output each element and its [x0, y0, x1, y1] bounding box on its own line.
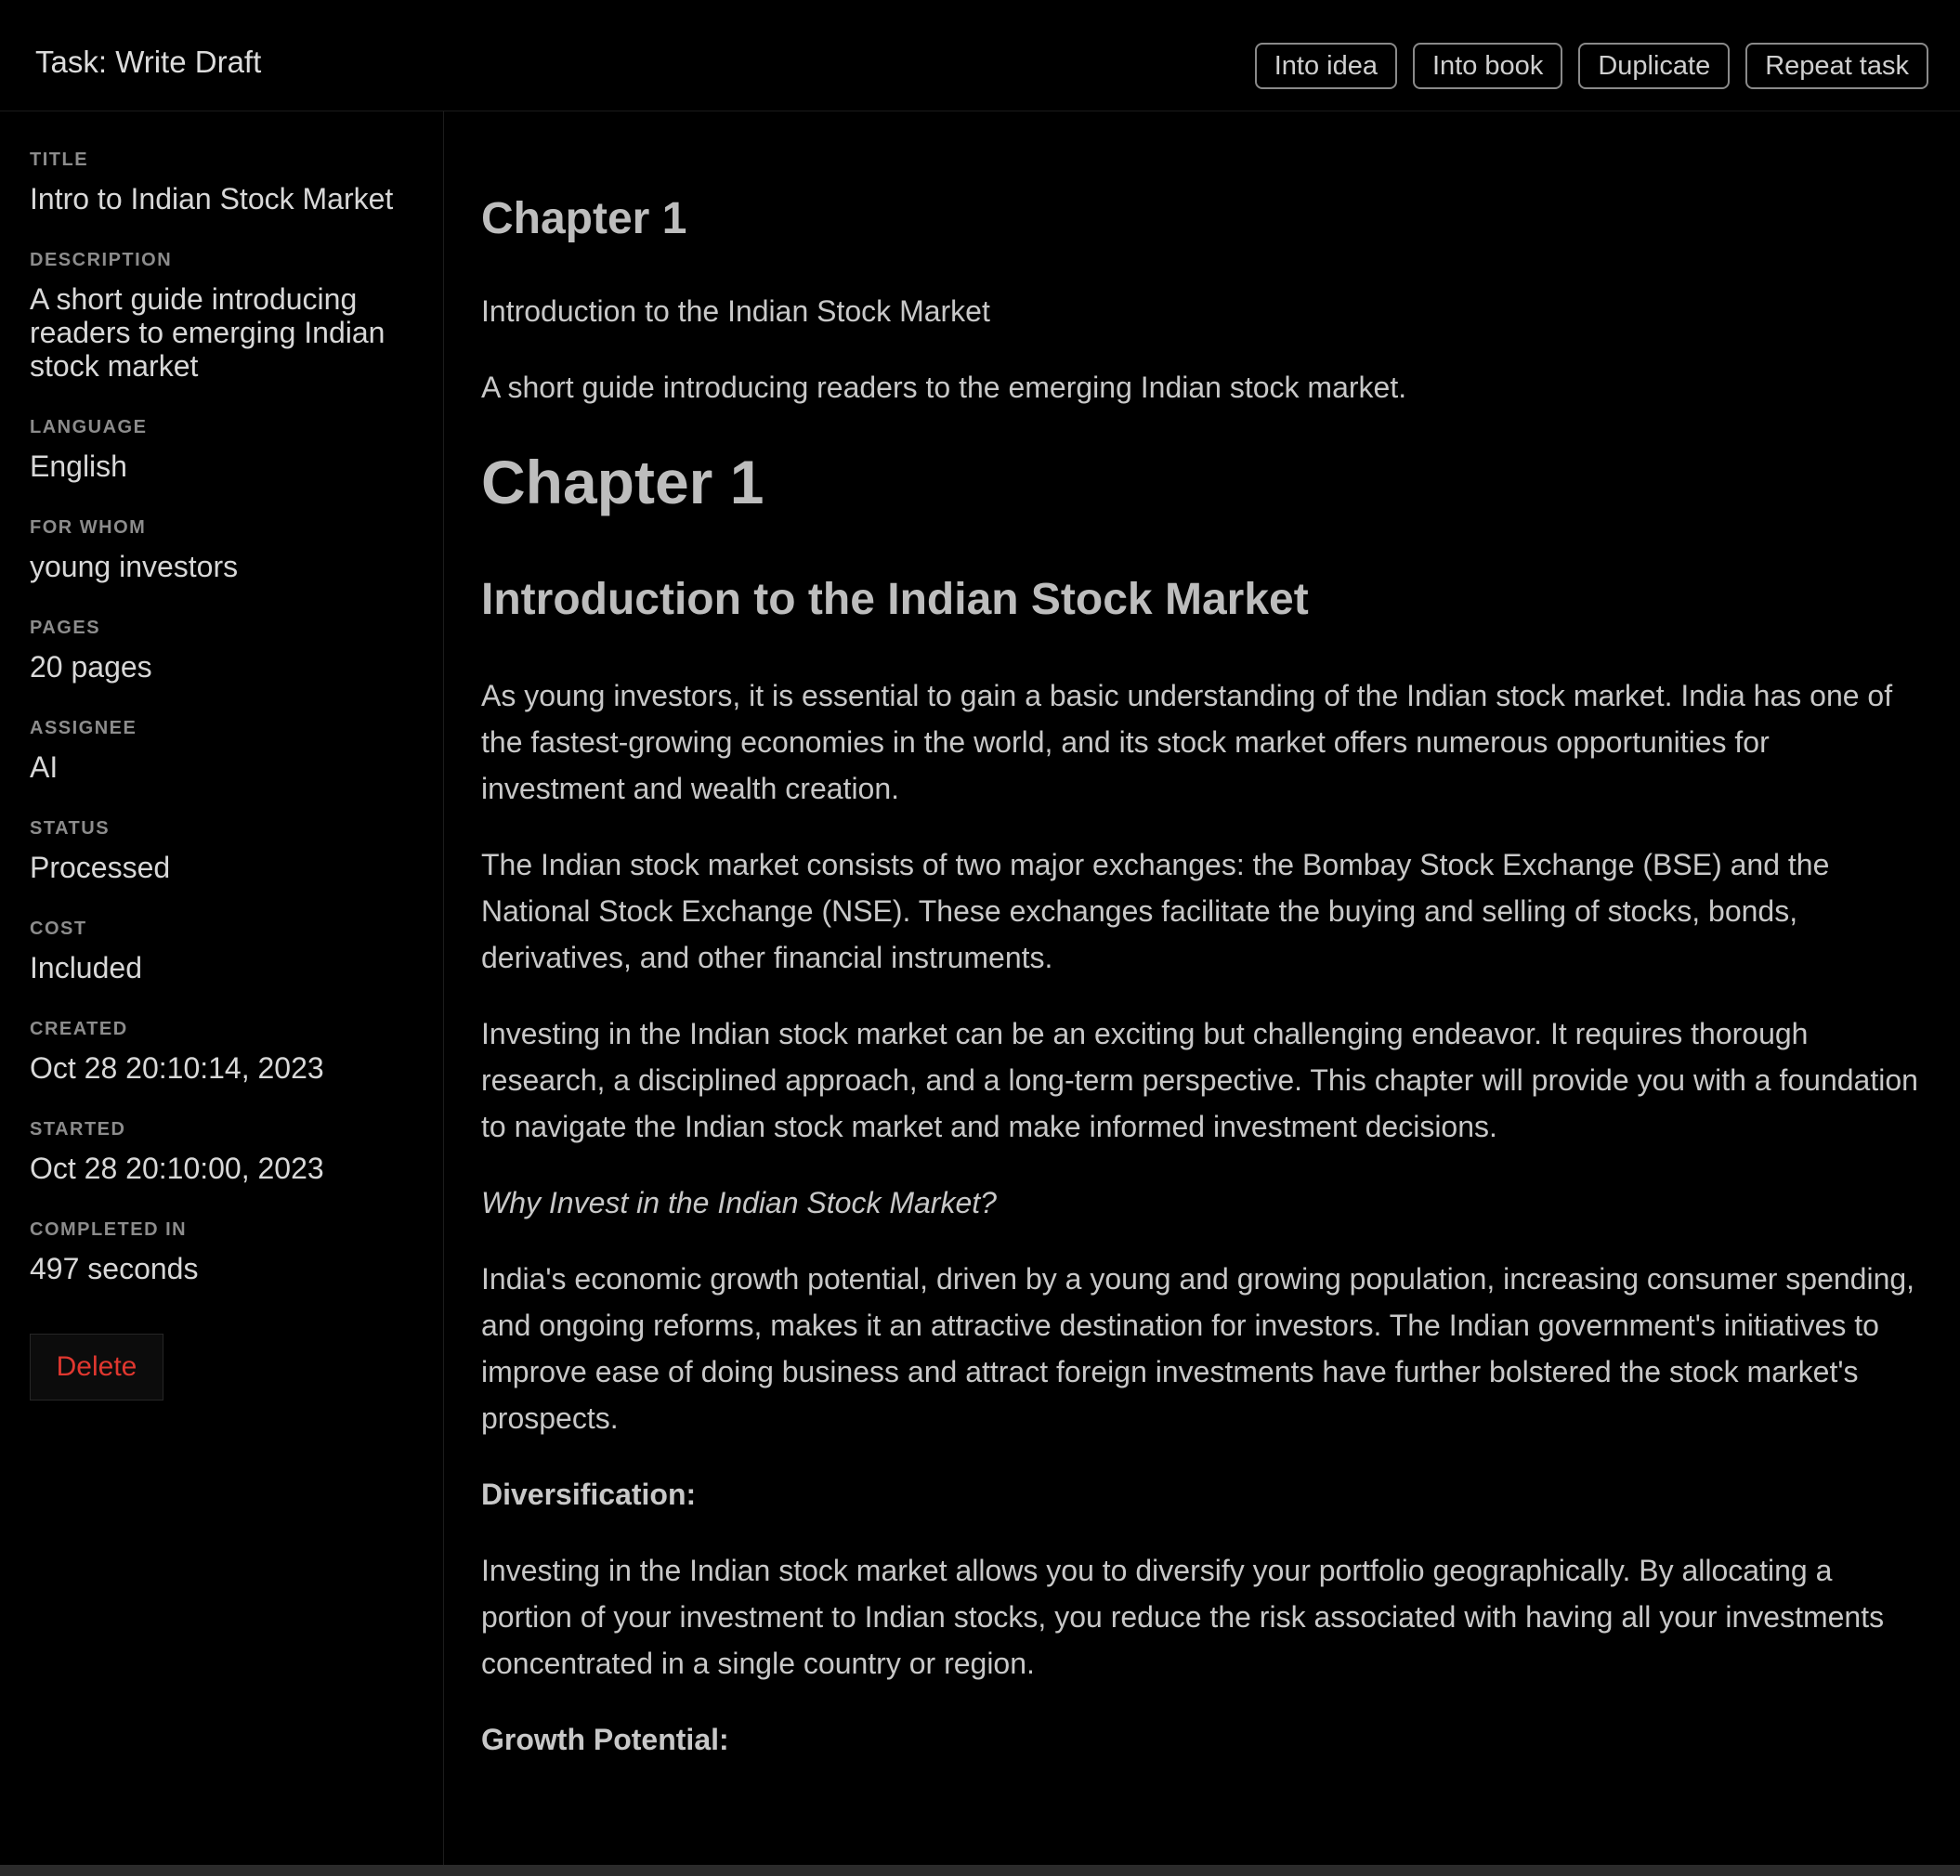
duplicate-button[interactable]: Duplicate	[1578, 43, 1730, 89]
draft-content	[481, 111, 1921, 1867]
field-label: PAGES	[30, 618, 101, 638]
field-label: CREATED	[30, 1019, 128, 1039]
field-label: STARTED	[30, 1119, 126, 1140]
paragraph: Investing in the Indian stock market can be an exciting but challenging endeavor. It requires thorough research, a disciplined approach, and a long-term perspective. This chapter will provide you with a foundation to navigate the Indian stock market and make informed investment decisions.	[481, 1017, 1918, 1143]
field-label: ASSIGNEE	[30, 718, 137, 738]
task-details-sidebar	[0, 111, 444, 1867]
chapter-subtitle: Introduction to the Indian Stock Market	[481, 294, 990, 328]
field-for-whom	[30, 518, 413, 583]
field-value: 497 seconds	[30, 1252, 199, 1285]
why-invest-heading: Why Invest in the Indian Stock Market?	[481, 1186, 997, 1219]
field-label: COST	[30, 918, 87, 939]
field-status	[30, 819, 413, 884]
paragraph: Investing in the Indian stock market allows you to diversify your portfolio geographically. By allocating a portion of your investment to Indian stocks, you reduce the risk associated with having all your investments concentrated in a single country or region.	[481, 1554, 1885, 1680]
field-value: English	[30, 449, 127, 483]
field-started	[30, 1120, 413, 1185]
field-label: COMPLETED IN	[30, 1219, 188, 1240]
field-label: LANGUAGE	[30, 417, 148, 437]
field-created	[30, 1020, 413, 1085]
field-value: AI	[30, 750, 59, 784]
task-title: Task: Write Draft	[35, 45, 262, 79]
field-value: Oct 28 20:10:14, 2023	[30, 1051, 324, 1085]
field-value: young investors	[30, 550, 239, 583]
delete-button[interactable]: Delete	[30, 1334, 163, 1400]
bottom-strip	[0, 1865, 1960, 1876]
field-value: Oct 28 20:10:00, 2023	[30, 1152, 324, 1185]
field-label: FOR WHOM	[30, 517, 147, 538]
field-value: Intro to Indian Stock Market	[30, 182, 394, 215]
field-label: STATUS	[30, 818, 111, 839]
field-label: DESCRIPTION	[30, 250, 173, 270]
paragraph: As young investors, it is essential to gain a basic understanding of the Indian stock market. India has one of the fastest-growing economies in the world, and its stock market offers numerous opportunities for investment and wealth creation.	[481, 679, 1893, 805]
repeat-task-button[interactable]: Repeat task	[1745, 43, 1928, 89]
field-description	[30, 251, 413, 383]
field-value: Included	[30, 951, 142, 984]
chapter-summary: A short guide introducing readers to the emerging Indian stock market.	[481, 371, 1407, 404]
field-title	[30, 150, 413, 215]
action-buttons	[1255, 43, 1928, 89]
field-cost	[30, 919, 413, 984]
growth-potential-heading: Growth Potential:	[481, 1723, 729, 1756]
field-label: TITLE	[30, 150, 89, 170]
into-idea-button[interactable]: Into idea	[1255, 43, 1397, 89]
field-assignee	[30, 719, 413, 784]
paragraph: The Indian stock market consists of two major exchanges: the Bombay Stock Exchange (BSE) and the National Stock Exchange (NSE). These exchanges facilitate the buying and selling of stocks, bonds, derivatives, and other financial instruments.	[481, 848, 1830, 974]
chapter-heading-small: Chapter 1	[481, 194, 687, 243]
top-bar	[0, 0, 1960, 111]
section-heading: Introduction to the Indian Stock Market	[481, 575, 1309, 624]
into-book-button[interactable]: Into book	[1413, 43, 1562, 89]
field-pages	[30, 619, 413, 684]
field-language	[30, 418, 413, 483]
field-value: A short guide introducing readers to emerging Indian stock market	[30, 282, 385, 383]
diversification-heading: Diversification:	[481, 1478, 697, 1511]
field-value: Processed	[30, 851, 171, 884]
field-completed-in	[30, 1220, 413, 1285]
field-value: 20 pages	[30, 650, 152, 684]
paragraph: India's economic growth potential, driven by a young and growing population, increasing consumer spending, and ongoing reforms, makes it an attractive destination for investors. The Indian government's initiatives to improve ease of doing business and attract foreign investments have further bolstered the stock market's prospects.	[481, 1262, 1915, 1435]
chapter-heading-large: Chapter 1	[481, 448, 764, 516]
